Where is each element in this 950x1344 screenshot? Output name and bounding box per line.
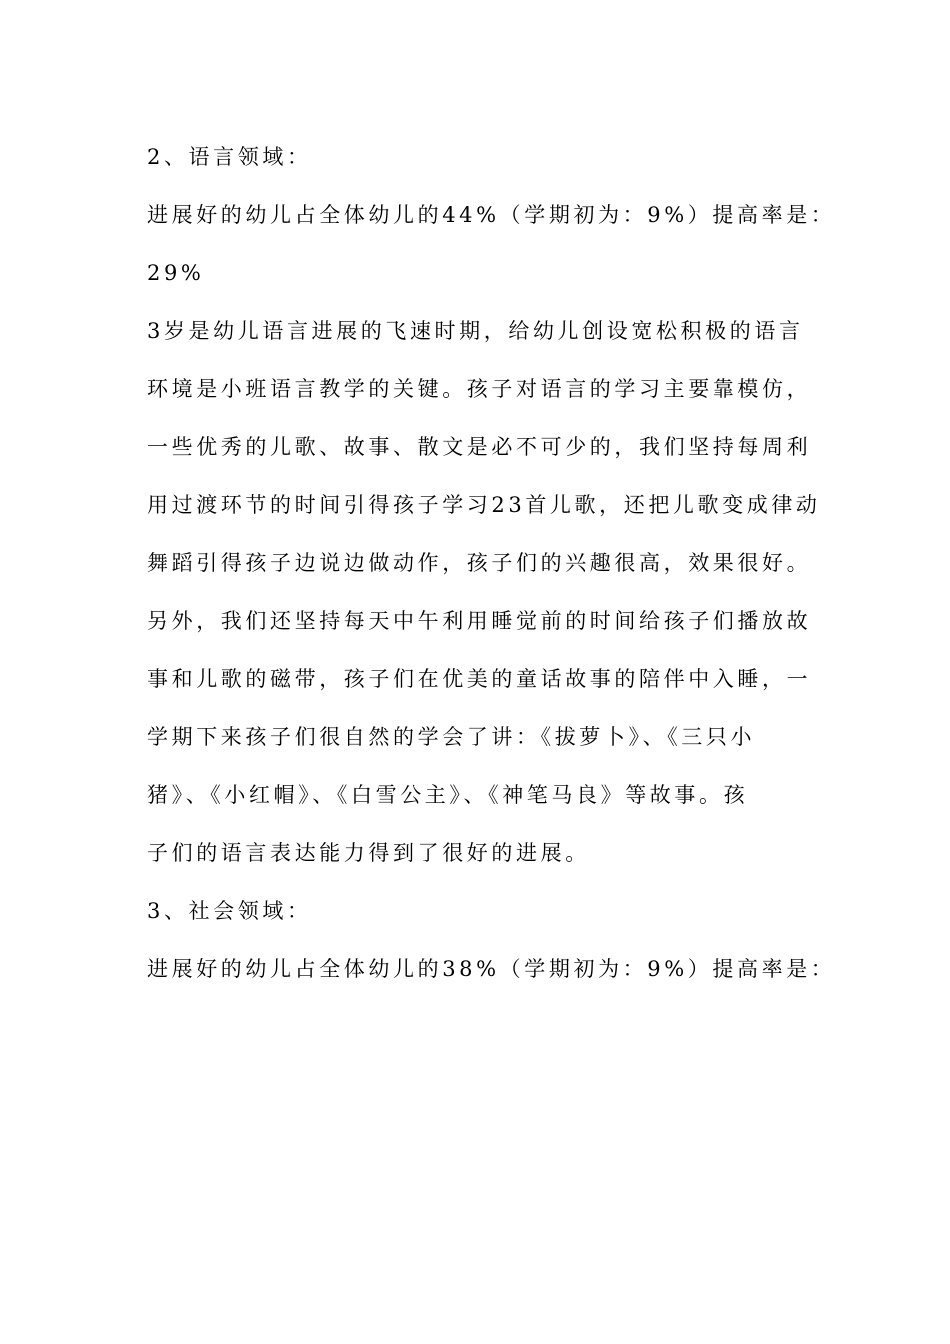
- paragraph-line: 事和儿歌的磁带，孩子们在优美的童话故事的陪伴中入睡，一: [147, 667, 812, 691]
- paragraph-line: 环境是小班语言教学的关键。孩子对语言的学习主要靠模仿，: [147, 377, 812, 401]
- document-body: [147, 128, 836, 998]
- paragraph-line: 3岁是幼儿语言进展的飞速时期，给幼儿创设宽松积极的语言: [147, 319, 804, 343]
- paragraph-line: 进展好的幼儿占全体幼儿的38%（学期初为：9%）提高率是：: [147, 957, 836, 981]
- paragraph-line: 一些优秀的儿歌、故事、散文是必不可少的，我们坚持每周利: [147, 435, 812, 459]
- paragraph-line: 猪》、《小红帽》、《白雪公主》、《神笔马良》等故事。孩: [147, 783, 749, 807]
- paragraph-line: 子们的语言表达能力得到了很好的进展。: [147, 841, 590, 865]
- section-heading-social: 3、社会领域：: [147, 899, 312, 923]
- paragraph-line: 另外，我们还坚持每天中午利用睡觉前的时间给孩子们播放故: [147, 609, 812, 633]
- paragraph-line: 用过渡环节的时间引得孩子学习23首儿歌，还把儿歌变成律动: [147, 493, 821, 517]
- paragraph-line: 进展好的幼儿占全体幼儿的44%（学期初为：9%）提高率是：: [147, 203, 836, 227]
- paragraph-line: 学期下来孩子们很自然的学会了讲：《拔萝卜》、《三只小: [147, 725, 756, 749]
- section-heading-language: 2、语言领域：: [147, 145, 312, 169]
- paragraph-line: 29%: [147, 261, 205, 285]
- paragraph-line: 舞蹈引得孩子边说边做动作，孩子们的兴趣很高，效果很好。: [147, 551, 812, 575]
